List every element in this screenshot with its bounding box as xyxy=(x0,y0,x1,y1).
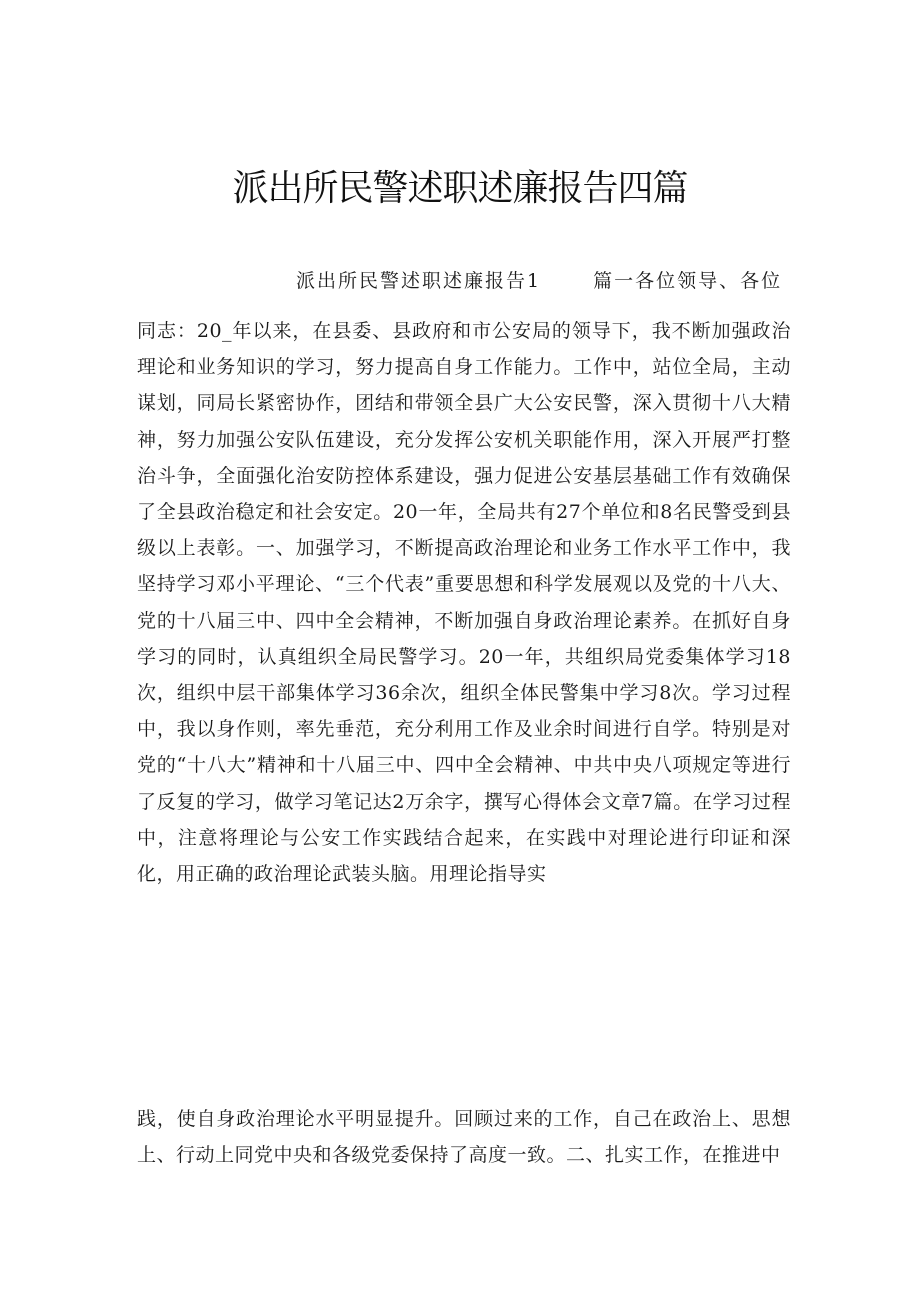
section-heading-left: 派出所民警述职述廉报告1 xyxy=(296,270,542,292)
section-heading xyxy=(296,266,782,293)
body-paragraph-2: 践，使自身政治理论水平明显提升。回顾过来的工作，自己在政治上、思想上、行动上同党中央和各级党委保持了高度一致。二、扎实工作，在推进中 xyxy=(137,1108,791,1167)
document-title: 派出所民警述职述廉报告四篇 xyxy=(232,168,688,209)
body-paragraph-1: 同志：20_年以来，在县委、县政府和市公安局的领导下，我不断加强政治理论和业务知识的学习，努力提高自身工作能力。工作中，站位全局，主动谋划，同局长紧密协作，团结和带领全县广大公安民警，深入贯彻十八大精神，努力加强公安队伍建设，充分发挥公安机关职能作用，深入开展严打整治斗争，全面强化治安防控体系建设，强力促进公安基层基础工作有效确保了全县政治稳定和社会安定。20一年，全局共有27个单位和8名民警受到县级以上表彰。一、加强学习，不断提高政治理论和业务工作水平工作中，我坚持学习邓小平理论、“三个代表”重要思想和科学发展观以及党的十八大、党的十八届三中、四中全会精神，不断加强自身政治理论素养。在抓好自身学习的同时，认真组织全局民警学习。20一年，共组织局党委集体学习18次，组织中层干部集体学习36余次，组织全体民警集中学习8次。学习过程中，我以身作则，率先垂范，充分利用工作及业余时间进行自学。特别是对党的“十八大”精神和十八届三中、四中全会精神、中共中央八项规定等进行了反复的学习，做学习笔记达2万余字，撰写心得体会文章7篇。在学习过程中，注意将理论与公安工作实践结合起来，在实践中对理论进行印证和深化，用正确的政治理论武装头脑。用理论指导实 xyxy=(137,320,791,886)
section-heading-right: 篇一各位领导、各位 xyxy=(593,270,783,292)
